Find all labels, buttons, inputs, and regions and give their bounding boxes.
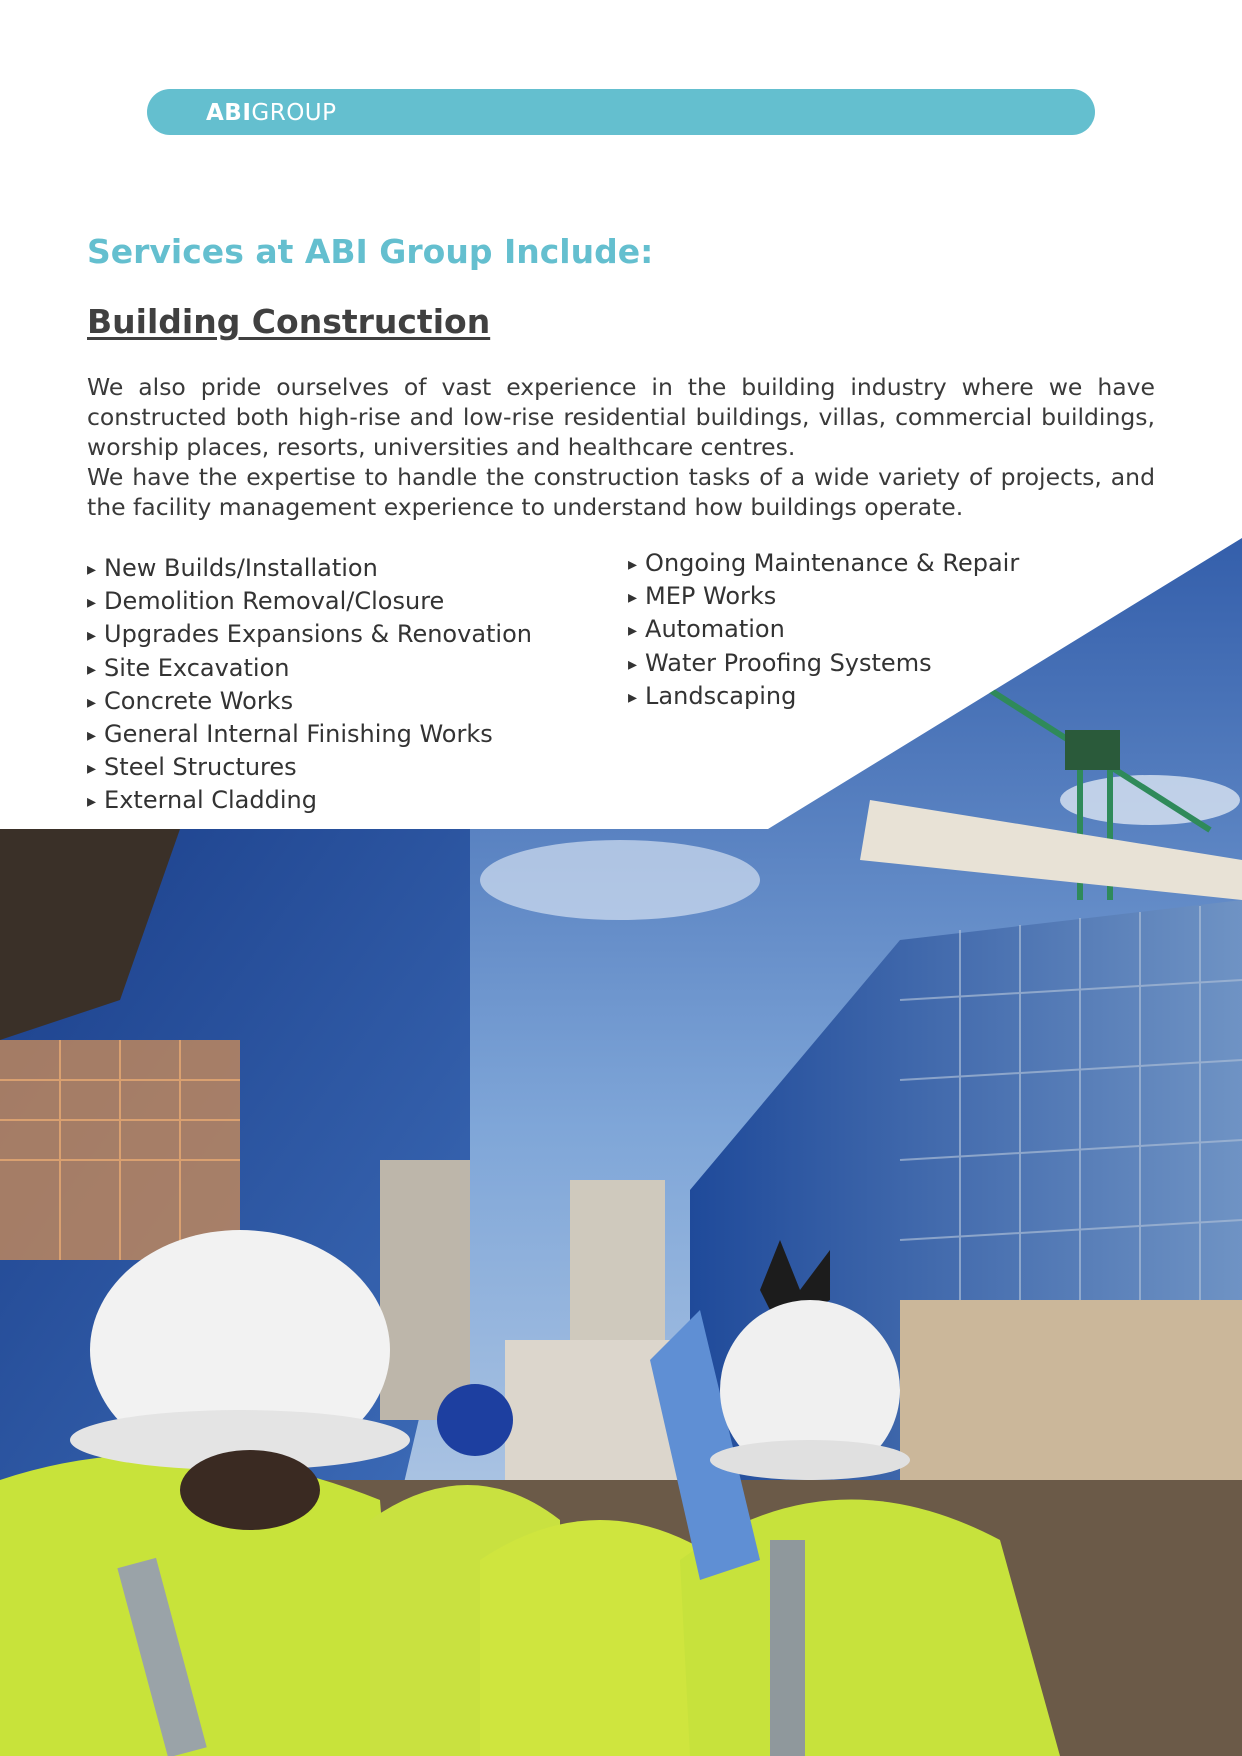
intro-text: [87, 372, 1155, 522]
paragraph: We also pride ourselves of vast experience in the building industry where we have constructed both high-rise and low-rise residential buildings, villas, commercial buildings, worship places, resorts, universities and healthcare centres.: [87, 373, 1155, 461]
list-item: ▸ External Cladding: [87, 785, 532, 818]
list-item: ▸ Automation: [628, 614, 1019, 647]
section-title: Services at ABI Group Include:: [87, 232, 654, 271]
brand-logo: [206, 100, 337, 126]
services-list-left: [87, 553, 532, 819]
sub-title: Building Construction: [87, 302, 491, 341]
list-item: ▸ Water Proofing Systems: [628, 648, 1019, 681]
list-item: ▸ MEP Works: [628, 581, 1019, 614]
list-item: ▸ General Internal Finishing Works: [87, 719, 532, 752]
paragraph: We have the expertise to handle the construction tasks of a wide variety of projects, and the facility management experience to understand how buildings operate.: [87, 463, 1155, 521]
brand-light: GROUP: [251, 100, 337, 126]
list-item: ▸ New Builds/Installation: [87, 553, 532, 586]
header-bar: [147, 89, 1095, 135]
list-item: ▸ Concrete Works: [87, 686, 532, 719]
services-list-right: [628, 548, 1019, 714]
list-item: ▸ Ongoing Maintenance & Repair: [628, 548, 1019, 581]
list-item: ▸ Upgrades Expansions & Renovation: [87, 619, 532, 652]
list-item: ▸ Landscaping: [628, 681, 1019, 714]
list-item: ▸ Steel Structures: [87, 752, 532, 785]
list-item: ▸ Site Excavation: [87, 653, 532, 686]
list-item: ▸ Demolition Removal/Closure: [87, 586, 532, 619]
brand-bold: ABI: [206, 100, 252, 126]
